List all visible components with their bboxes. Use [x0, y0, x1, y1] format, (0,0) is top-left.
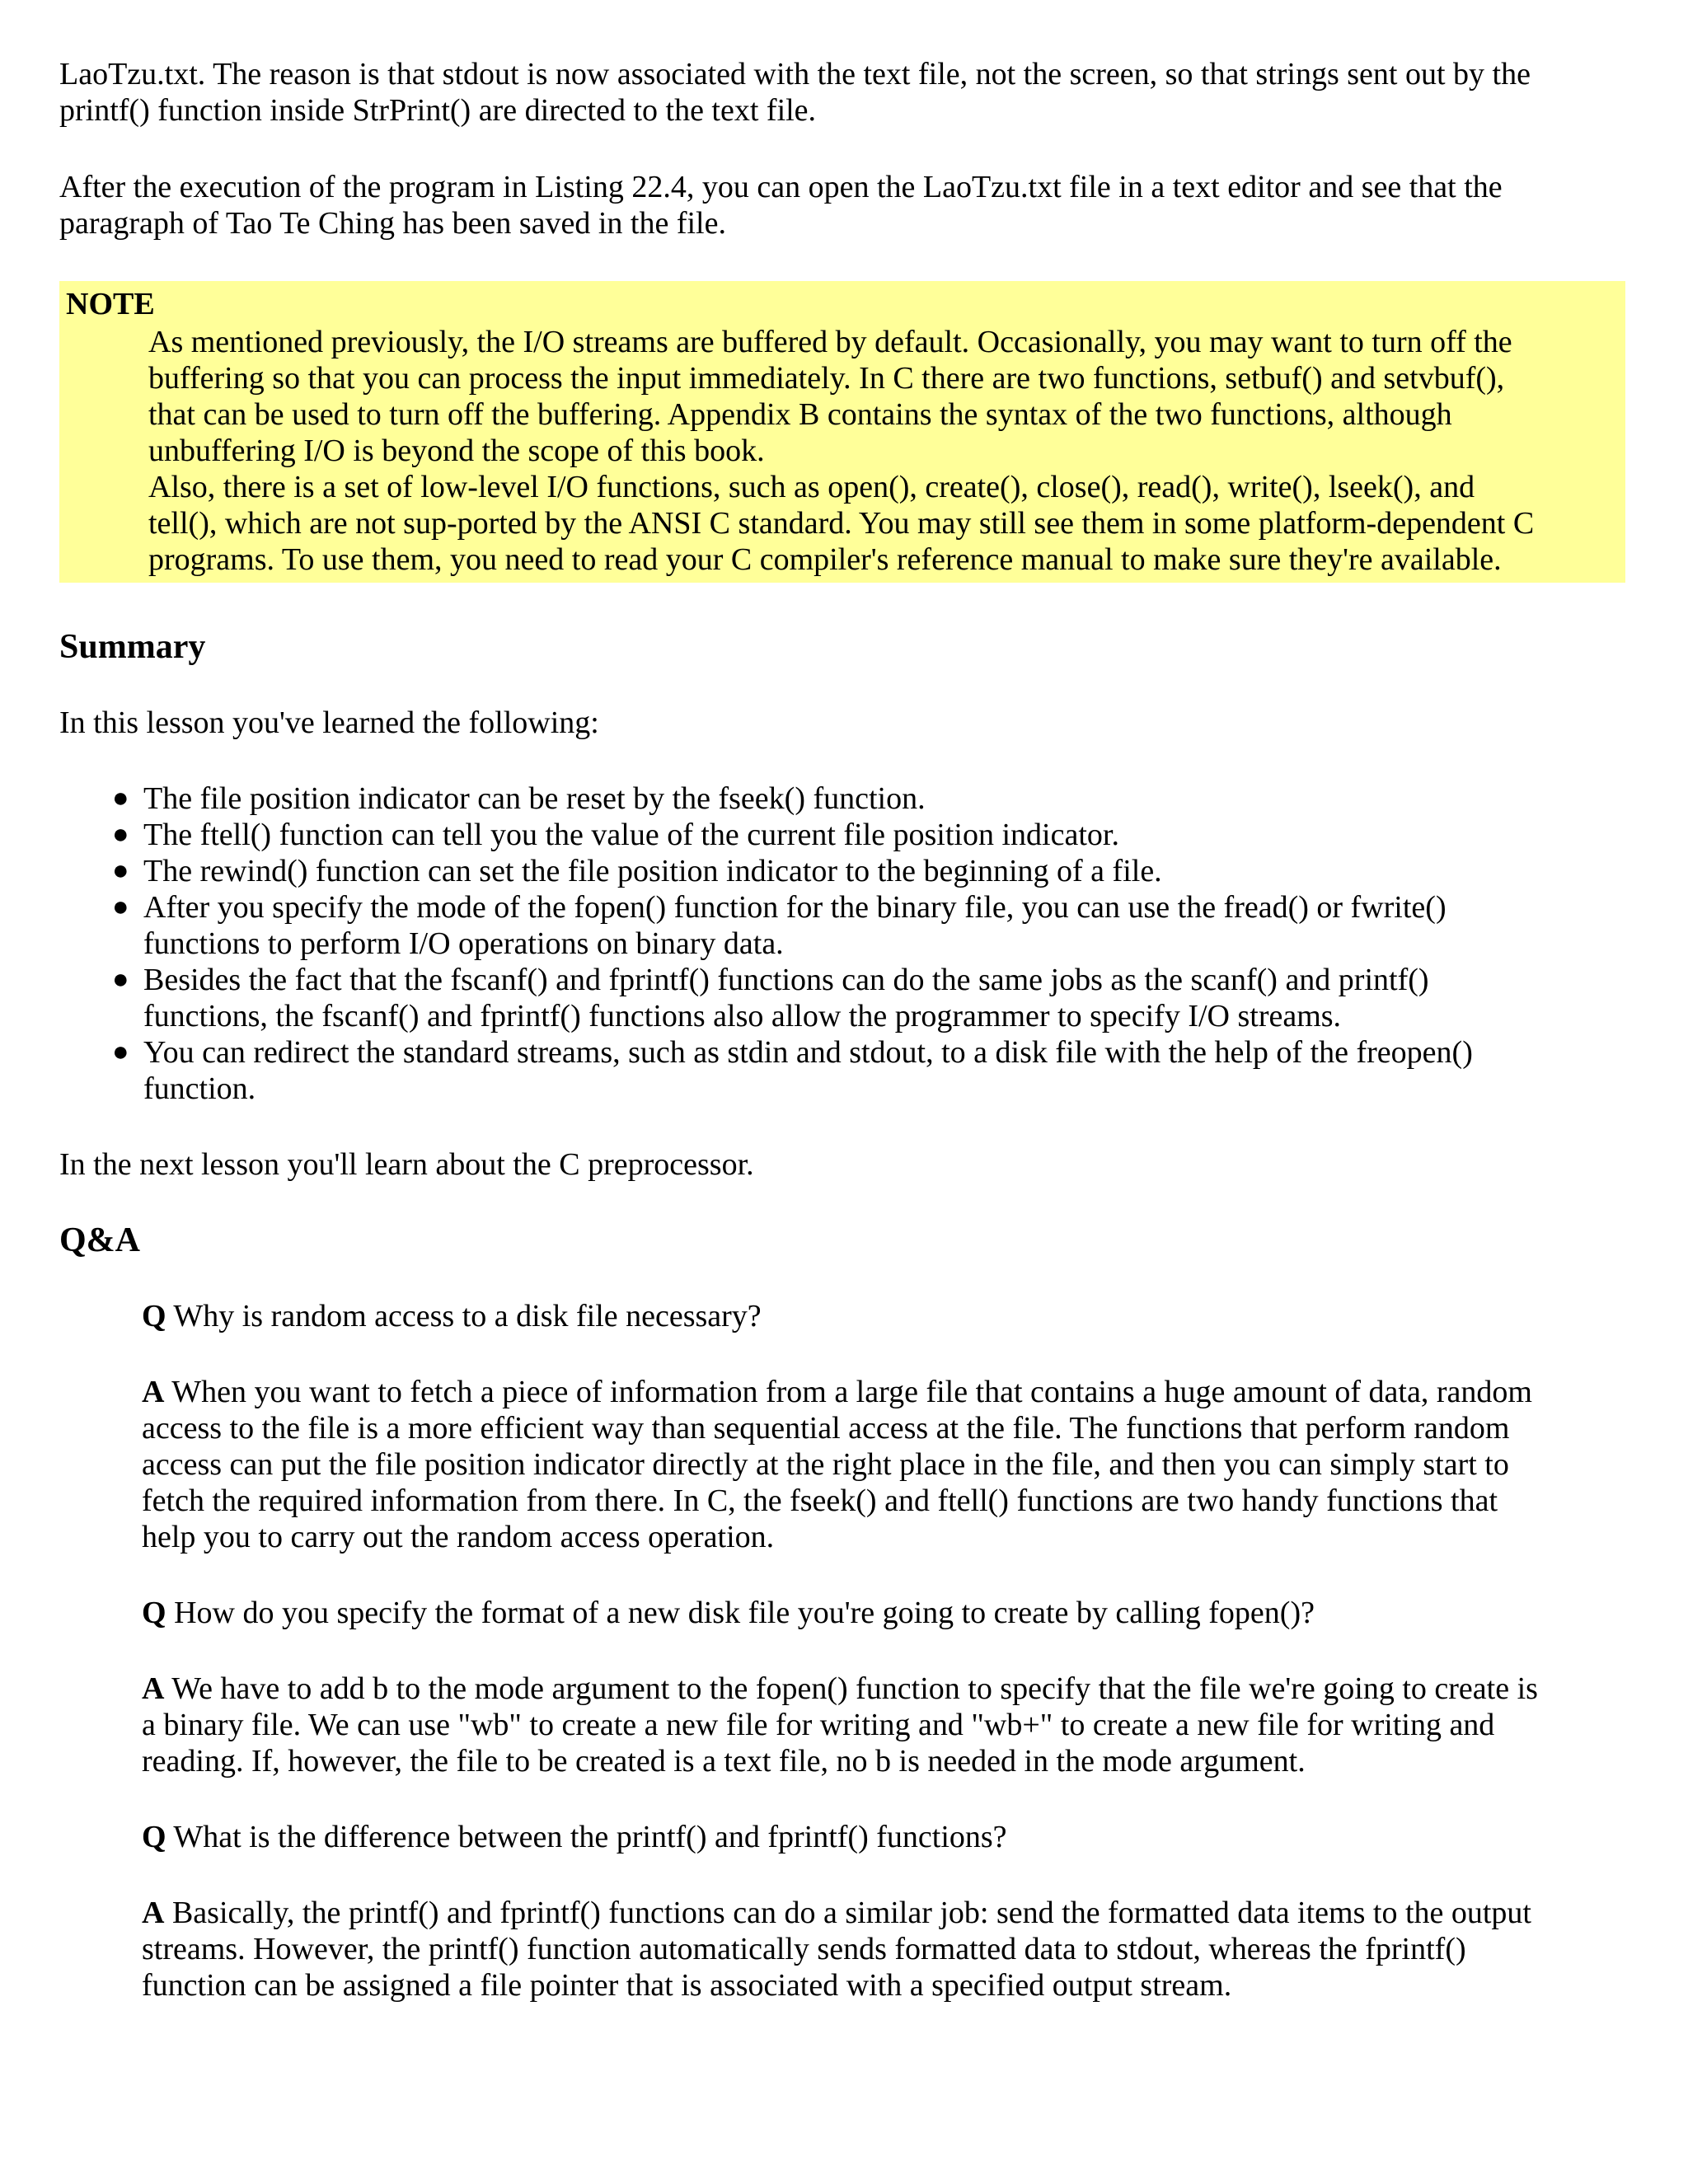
answer-2 [142, 1671, 1543, 1779]
question-2 [142, 1595, 1543, 1631]
bullet-icon: ● [112, 855, 129, 886]
bullet-icon: ● [112, 892, 129, 922]
a-label: A [142, 1896, 165, 1930]
a-label: A [142, 1375, 165, 1409]
bullet-icon: ● [112, 964, 129, 995]
qa-heading: Q&A [59, 1221, 140, 1259]
list-item-text: The ftell() function can tell you the value of the current file position indicator. [143, 818, 1119, 852]
q-label: Q [142, 1596, 166, 1630]
list-item-text: After you specify the mode of the fopen() function for the binary file, you can use the fread() or fwrite() functions to perform I/O operations on binary data. [143, 890, 1447, 961]
list-item-text: Besides the fact that the fscanf() and fprintf() functions can do the same jobs as the scanf() and printf() functions, the fscanf() and fprintf() functions also allow the programmer to specify I/O streams. [143, 963, 1429, 1033]
note-label: NOTE [66, 287, 155, 321]
question-1 [142, 1298, 1543, 1334]
note-box [59, 281, 1625, 583]
list-item-text: You can redirect the standard streams, such as stdin and stdout, to a disk file with the help of the freopen() function. [143, 1035, 1473, 1106]
bullet-icon: ● [112, 783, 129, 813]
question-3 [142, 1819, 1543, 1855]
answer-text: We have to add b to the mode argument to the fopen() function to specify that the file we're going to create is a binary file. We can use "wb" to create a new file for writing and "wb+" to create a new file for writing and reading. If, however, the file to be created is a text file, no b is needed in the mode argument. [142, 1671, 1538, 1779]
list-item-text: The file position indicator can be reset by the fseek() function. [143, 781, 926, 816]
intro-paragraph-1: LaoTzu.txt. The reason is that stdout is now associated with the text file, not the screen, so that strings sent out by the printf() function inside StrPrint() are directed to the text file. [59, 57, 1531, 128]
answer-text: Basically, the printf() and fprintf() functions can do a similar job: send the formatted data items to the output streams. However, the printf() function automatically sends formatted data to stdout, whereas the fprintf() function can be assigned a file pointer that is associated with a specified output stream. [142, 1896, 1531, 2003]
answer-3 [142, 1895, 1543, 2004]
question-text: How do you specify the format of a new disk file you're going to create by calling fopen()? [166, 1596, 1315, 1630]
a-label: A [142, 1671, 165, 1706]
bullet-icon: ● [112, 819, 129, 850]
note-paragraph-2: Also, there is a set of low-level I/O functions, such as open(), create(), close(), read(), write(), lseek(), and tell(), which are not sup-ported by the ANSI C standard. You may still see them in some platform-dependent C programs. To use them, you need to read your C compiler's reference manual to make sure they're available. [148, 470, 1535, 577]
list-item-text: The rewind() function can set the file position indicator to the beginning of a file. [143, 854, 1162, 888]
list-item [112, 780, 1625, 817]
note-paragraph-1: As mentioned previously, the I/O streams are buffered by default. Occasionally, you may want to turn off the buffering so that you can process the input immediately. In C there are two functions, setbuf() and setvbuf(), that can be used to turn off the buffering. Appendix B contains the syntax of the two functions, although unbuffering I/O is beyond the scope of this book. [148, 325, 1512, 468]
qa-section [59, 1298, 1625, 2004]
answer-text: When you want to fetch a piece of information from a large file that contains a huge amount of data, random access to the file is a more efficient way than sequential access at the file. The functions that perform random access can put the file position indicator directly at the right place in the file, and then you can simply start to fetch the required information from there. In C, the fseek() and ftell() functions are two handy functions that help you to carry out the random access operation. [142, 1375, 1532, 1554]
q-label: Q [142, 1820, 166, 1854]
note-body [59, 324, 1625, 578]
document-page [59, 56, 1625, 2004]
question-text: Why is random access to a disk file necessary? [166, 1299, 762, 1333]
list-item [112, 962, 1625, 1034]
bullet-icon: ● [112, 1037, 129, 1067]
summary-list [59, 780, 1625, 1107]
list-item [112, 1034, 1625, 1107]
list-item [112, 817, 1625, 853]
summary-lead: In this lesson you've learned the following: [59, 705, 599, 740]
summary-heading: Summary [59, 628, 206, 666]
q-label: Q [142, 1299, 166, 1333]
question-text: What is the difference between the printf() and fprintf() functions? [166, 1820, 1007, 1854]
intro-paragraph-2: After the execution of the program in Listing 22.4, you can open the LaoTzu.txt file in a text editor and see that the paragraph of Tao Te Ching has been saved in the file. [59, 170, 1503, 241]
answer-1 [142, 1374, 1543, 1555]
list-item [112, 889, 1625, 962]
next-lesson-text: In the next lesson you'll learn about the C preprocessor. [59, 1147, 754, 1182]
list-item [112, 853, 1625, 889]
